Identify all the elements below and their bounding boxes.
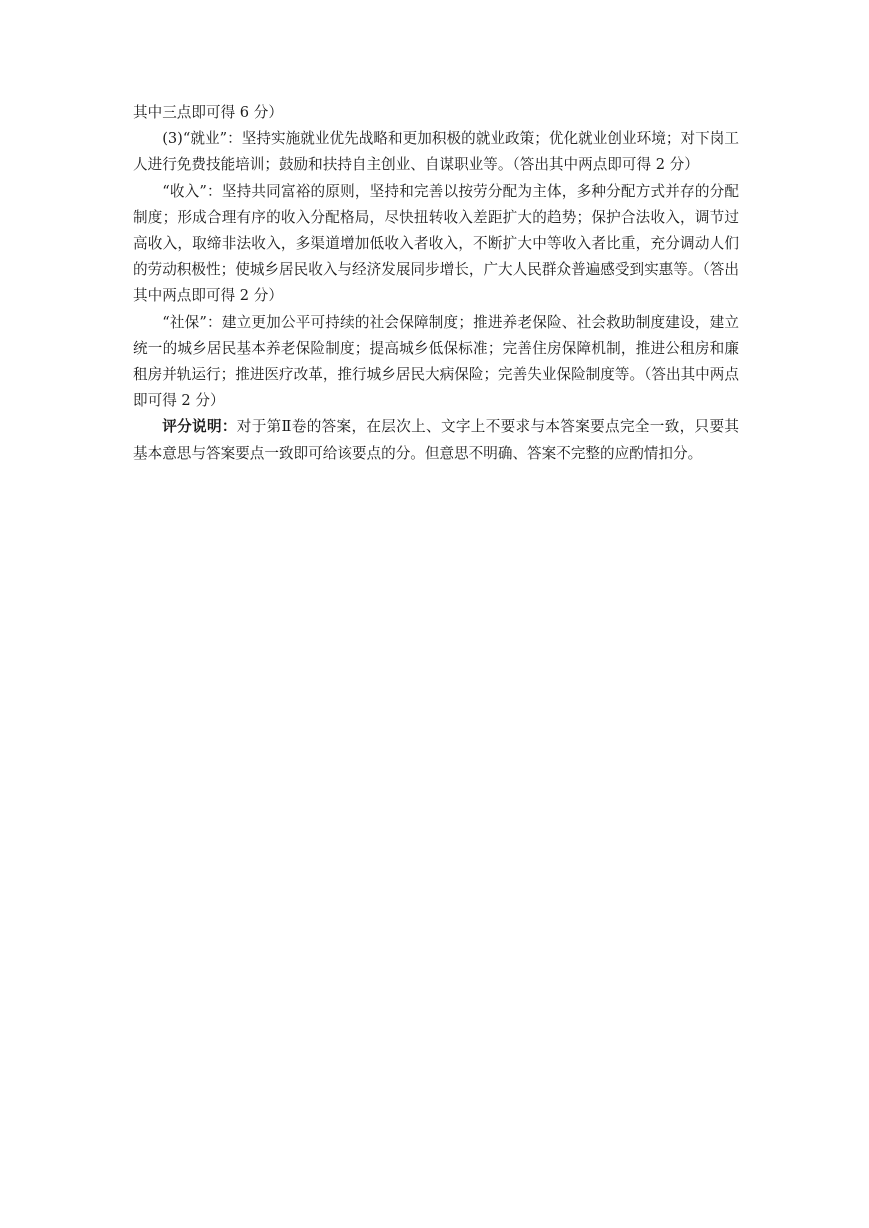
answer-item-employment [133, 126, 739, 178]
answer-item-income [133, 179, 739, 310]
scoring-note [133, 414, 739, 466]
answer-item-social-security [133, 310, 739, 415]
document-page [133, 100, 739, 467]
employment-heading: (3)“就业”： [162, 130, 242, 148]
social-security-text: 建立更加公平可持续的社会保障制度；推进养老保险、社会救助制度建设，建立统一的城乡居民基本养老保险制度；提高城乡低保标准；完善住房保障机制，推进公租房和廉租房并轨运行；推进医疗改革，推行城乡居民大病保险；完善失业保险制度等。（答出其中两点即可得 2 分） [133, 313, 739, 410]
social-security-heading: “社保”： [162, 313, 222, 331]
continuation-text: 其中三点即可得 6 分） [133, 104, 283, 121]
income-text: 坚持共同富裕的原则，坚持和完善以按劳分配为主体，多种分配方式并存的分配制度；形成合理有序的收入分配格局，尽快扭转收入差距扩大的趋势；保护合法收入，调节过高收入，取缔非法收入，多渠道增加低收入者收入，不断扩大中等收入者比重，充分调动人们的劳动积极性；使城乡居民收入与经济发展同步增长，广大人民群众普遍感受到实惠等。（答出其中两点即可得 2 分） [133, 182, 739, 305]
employment-text: 坚持实施就业优先战略和更加积极的就业政策；优化就业创业环境；对下岗工人进行免费技能培训；鼓励和扶持自主创业、自谋职业等。（答出其中两点即可得 2 分） [133, 130, 739, 174]
scoring-note-text: 对于第Ⅱ卷的答案，在层次上、文字上不要求与本答案要点完全一致，只要其基本意思与答案要点一致即可给该要点的分。但意思不明确、答案不完整的应酌情扣分。 [133, 418, 739, 462]
continuation-line [133, 100, 739, 126]
income-heading: “收入”： [162, 182, 222, 200]
scoring-note-label: 评分说明： [162, 418, 237, 436]
